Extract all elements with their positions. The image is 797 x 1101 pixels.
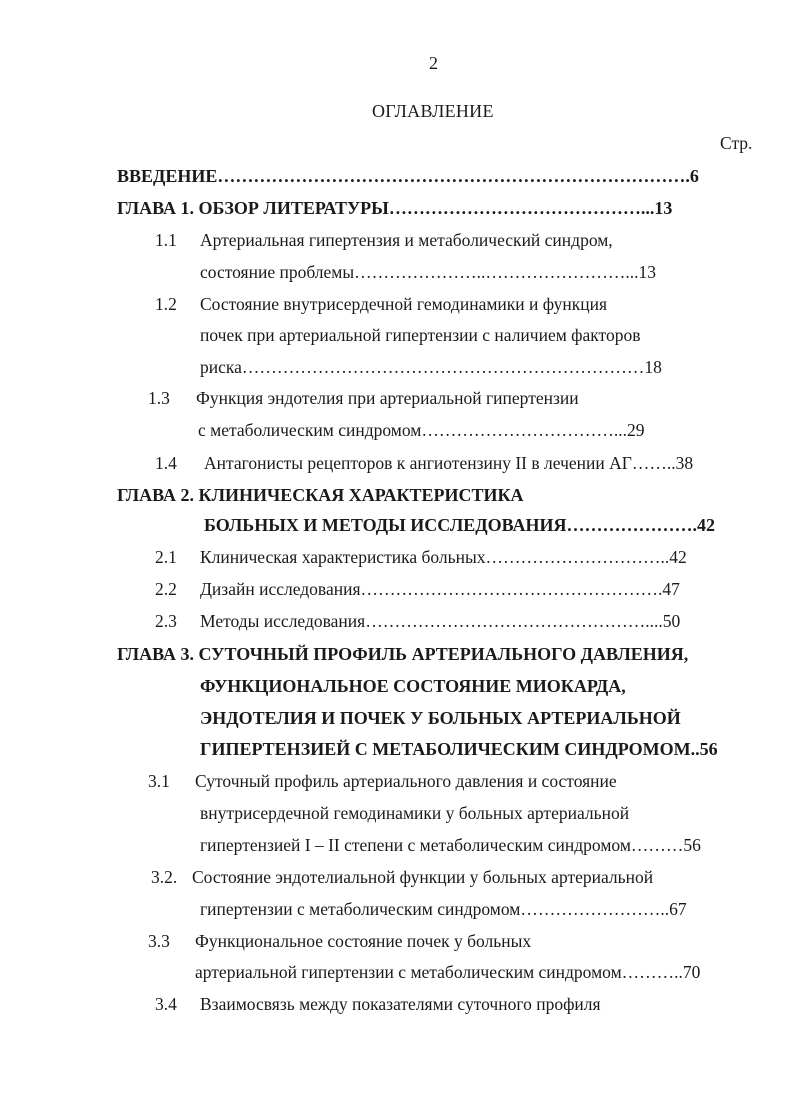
toc-entry-3-4: Взаимосвязь между показателями суточного профиля — [200, 994, 601, 1014]
toc-entry-chapter-3-cont: ЭНДОТЕЛИЯ И ПОЧЕК У БОЛЬНЫХ АРТЕРИАЛЬНОЙ — [200, 708, 681, 728]
toc-section-number: 1.3 — [148, 388, 170, 408]
toc-section-number: 3.1 — [148, 771, 170, 791]
page-number: 2 — [429, 53, 438, 73]
toc-entry-2-3: Методы исследования…………………………………………....50 — [200, 611, 681, 631]
toc-section-number: 3.4 — [155, 994, 177, 1014]
toc-entry-chapter-2-cont: БОЛЬНЫХ И МЕТОДЫ ИССЛЕДОВАНИЯ………………….42 — [204, 515, 716, 535]
page-title: ОГЛАВЛЕНИЕ — [372, 101, 494, 121]
toc-entry-chapter-3-cont: ГИПЕРТЕНЗИЕЙ С МЕТАБОЛИЧЕСКИМ СИНДРОМОМ..56 — [200, 739, 718, 759]
toc-entry-3-2-cont: гипертензии с метаболическим синдромом……………………..67 — [200, 899, 687, 919]
toc-entry-chapter-2: ГЛАВА 2. КЛИНИЧЕСКАЯ ХАРАКТЕРИСТИКА — [117, 485, 524, 505]
toc-section-number: 3.3 — [148, 931, 170, 951]
toc-entry-3-3: Функциональное состояние почек у больных — [195, 931, 532, 951]
toc-section-number: 2.1 — [155, 547, 177, 567]
page-column-label: Стр. — [720, 133, 753, 153]
toc-entry-chapter-3-cont: ФУНКЦИОНАЛЬНОЕ СОСТОЯНИЕ МИОКАРДА, — [200, 676, 626, 696]
toc-entry-1-2-cont: риска……………………………………………………………18 — [200, 357, 662, 377]
toc-entry-chapter-3: ГЛАВА 3. СУТОЧНЫЙ ПРОФИЛЬ АРТЕРИАЛЬНОГО ДАВЛЕНИЯ, — [117, 644, 689, 664]
toc-entry-1-2-cont: почек при артериальной гипертензии с наличием факторов — [200, 325, 641, 345]
toc-entry-1-1: Артериальная гипертензия и метаболический синдром, — [200, 230, 613, 250]
toc-entry-3-1-cont: внутрисердечной гемодинамики у больных артериальной — [200, 803, 630, 823]
toc-entry-chapter-1: ГЛАВА 1. ОБЗОР ЛИТЕРАТУРЫ……………………………………...13 — [117, 198, 673, 218]
toc-section-number: 2.3 — [155, 611, 177, 631]
toc-entry-1-3-cont: с метаболическим синдромом……………………………...29 — [198, 420, 645, 440]
toc-section-number: 1.1 — [155, 230, 177, 250]
toc-entry-3-3-cont: артериальной гипертензии с метаболическим синдромом………..70 — [195, 962, 701, 982]
toc-entry-1-4: Антагонисты рецепторов к ангиотензину II в лечении АГ……..38 — [204, 453, 694, 473]
toc-section-number: 3.2. — [151, 867, 178, 887]
toc-section-number: 1.4 — [155, 453, 177, 473]
toc-entry-3-1-cont: гипертензией I – II степени с метаболическим синдромом………56 — [200, 835, 701, 855]
toc-entry-1-3: Функция эндотелия при артериальной гипертензии — [196, 388, 579, 408]
toc-entry-introduction: ВВЕДЕНИЕ…………………………………………………………………….6 — [117, 166, 699, 186]
toc-entry-2-1: Клиническая характеристика больных…………………………..42 — [200, 547, 687, 567]
toc-entry-1-1-cont: состояние проблемы…………………..……………………...13 — [200, 262, 657, 282]
toc-section-number: 1.2 — [155, 294, 177, 314]
toc-entry-1-2: Состояние внутрисердечной гемодинамики и функция — [200, 294, 608, 314]
toc-entry-3-2: Состояние эндотелиальной функции у больных артериальной — [192, 867, 654, 887]
toc-entry-3-1: Суточный профиль артериального давления и состояние — [195, 771, 617, 791]
toc-entry-2-2: Дизайн исследования…………………………………………….47 — [200, 579, 680, 599]
toc-section-number: 2.2 — [155, 579, 177, 599]
